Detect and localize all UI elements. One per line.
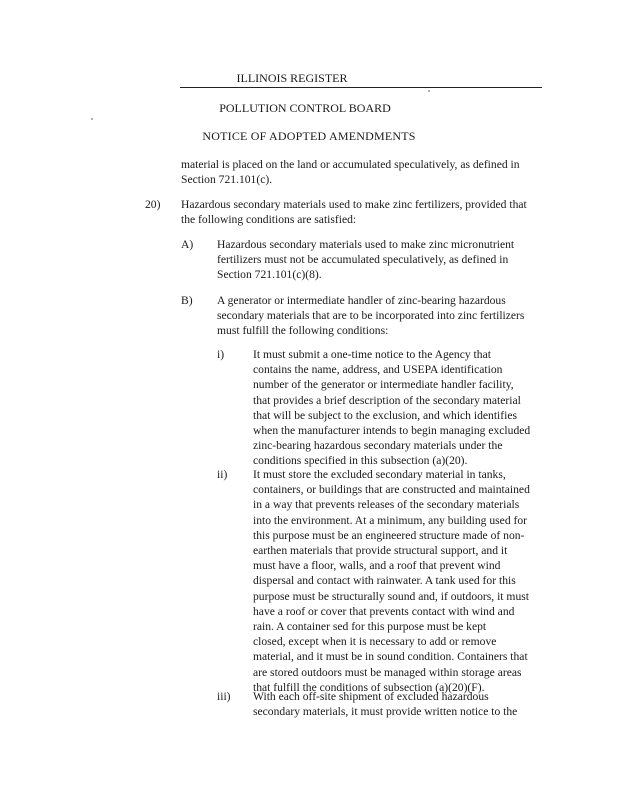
item-20-text: Hazardous secondary materials used to make zinc fertilizers, provided that the following conditions are satisfied:	[181, 198, 527, 227]
register-header	[180, 71, 542, 88]
scan-speck	[91, 118, 93, 120]
item-b-text: A generator or intermediate handler of zinc-bearing hazardous secondary materials that are to be incorporated into zinc fertilizers must fulfill the following conditions:	[217, 294, 525, 338]
item-i-number: i)	[217, 348, 225, 361]
item-iii-number: iii)	[217, 690, 231, 703]
item-a-number: A)	[181, 238, 194, 251]
board-title: POLLUTION CONTROL BOARD	[219, 101, 391, 115]
item-ii-text: It must store the excluded secondary material in tanks, containers, or buildings that are constructed and maintained in a way that prevents releases of the secondary materials into the environment. At a minimum, any building used for this purpose must be an engineered structure made of non- earthen materials that provide structural support, and it must have a floor, walls, and a roof that prevent wind dispersal and contact with rainwater. A tank used for this purpose must be structurally sound and, if outdoors, it must have a roof or cover that prevents contact with wind and rain. A container sed for this purpose must be kept closed, except when it is necessary to add or remove material, and it must be in sound condition. Containers that are stored outdoors must be managed within storage areas that fulfill the conditions of subsection (a)(20)(F).	[253, 468, 530, 694]
item-b-number: B)	[181, 294, 193, 307]
register-title: ILLINOIS REGISTER	[236, 71, 348, 85]
item-a-text: Hazardous secondary materials used to make zinc micronutrient fertilizers must not be accumulated speculatively, as defined in Section 721.101(c)(8).	[217, 238, 515, 282]
item-ii-number: ii)	[217, 468, 228, 481]
scan-speck	[428, 90, 430, 92]
item-i-text: It must submit a one-time notice to the Agency that contains the name, address, and USEPA identification number of the generator or intermediate handler facility, that provides a brief description of the secondary material that will be subject to the exclusion, and which identifies when the manufacturer intends to begin managing excluded zinc-bearing hazardous secondary materials under the conditions specified in this subsection (a)(20).	[253, 348, 531, 468]
notice-title: NOTICE OF ADOPTED AMENDMENTS	[202, 129, 416, 143]
item-iii-text: With each off-site shipment of excluded hazardous secondary materials, it must provide written notice to the	[253, 690, 518, 719]
item-20-number: 20)	[145, 198, 161, 211]
continuation-paragraph: material is placed on the land or accumulated speculatively, as defined in Section 721.101(c).	[181, 158, 520, 187]
